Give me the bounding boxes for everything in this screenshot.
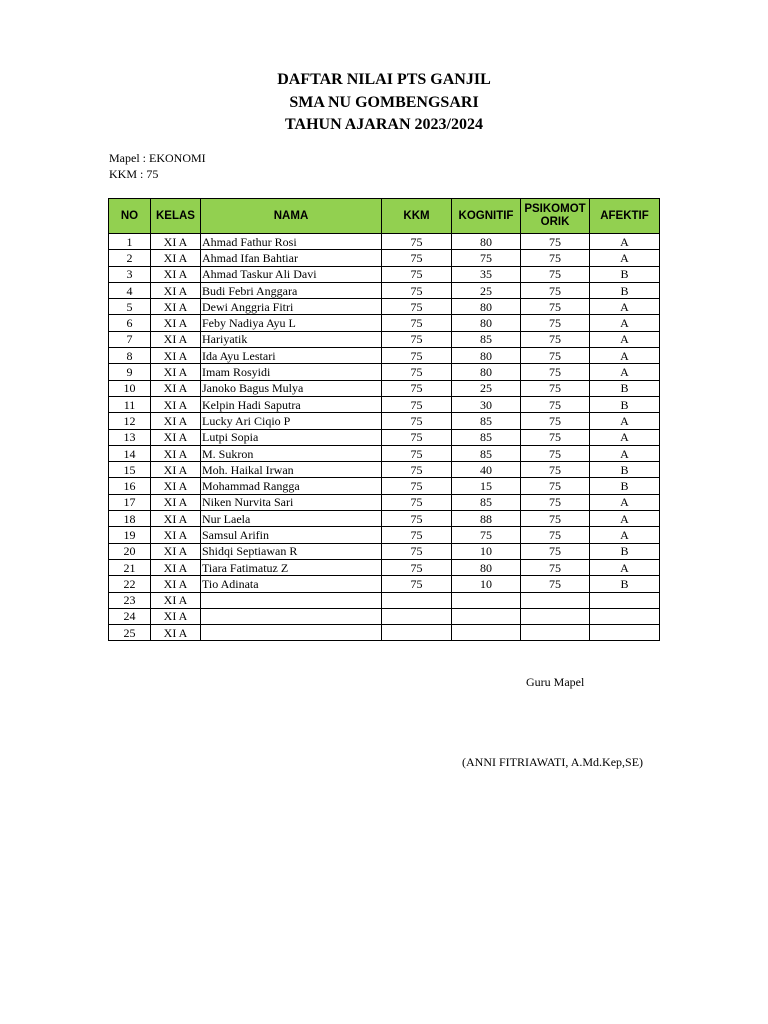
cell-nama: Nur Laela <box>201 511 382 527</box>
cell-psikomotorik: 75 <box>521 511 590 527</box>
table-row <box>109 299 660 315</box>
table-row <box>109 559 660 575</box>
cell-afektif <box>590 625 660 641</box>
cell-no: 5 <box>109 299 151 315</box>
cell-psikomotorik: 75 <box>521 331 590 347</box>
table-row <box>109 348 660 364</box>
cell-kkm: 75 <box>382 511 452 527</box>
cell-kognitif: 88 <box>452 511 521 527</box>
col-header-afektif: AFEKTIF <box>590 199 660 234</box>
cell-nama <box>201 592 382 608</box>
grades-table <box>108 198 660 641</box>
cell-afektif: A <box>590 348 660 364</box>
cell-kkm: 75 <box>382 413 452 429</box>
cell-afektif: A <box>590 234 660 250</box>
cell-no: 24 <box>109 608 151 624</box>
cell-nama: Moh. Haikal Irwan <box>201 462 382 478</box>
cell-afektif: A <box>590 250 660 266</box>
cell-kelas: XI A <box>151 413 201 429</box>
cell-kkm: 75 <box>382 429 452 445</box>
table-row <box>109 429 660 445</box>
cell-afektif: A <box>590 511 660 527</box>
cell-kkm: 75 <box>382 380 452 396</box>
cell-afektif <box>590 592 660 608</box>
cell-kognitif: 80 <box>452 315 521 331</box>
cell-no: 20 <box>109 543 151 559</box>
cell-nama: Kelpin Hadi Saputra <box>201 396 382 412</box>
cell-psikomotorik: 75 <box>521 266 590 282</box>
cell-psikomotorik: 75 <box>521 250 590 266</box>
cell-no: 16 <box>109 478 151 494</box>
cell-kelas: XI A <box>151 348 201 364</box>
cell-kognitif: 85 <box>452 494 521 510</box>
cell-kkm: 75 <box>382 250 452 266</box>
table-row <box>109 576 660 592</box>
cell-kognitif: 40 <box>452 462 521 478</box>
col-header-nama: NAMA <box>201 199 382 234</box>
cell-no: 19 <box>109 527 151 543</box>
cell-kelas: XI A <box>151 299 201 315</box>
cell-kelas: XI A <box>151 282 201 298</box>
table-row <box>109 234 660 250</box>
cell-kognitif: 75 <box>452 250 521 266</box>
cell-psikomotorik: 75 <box>521 234 590 250</box>
cell-afektif: A <box>590 429 660 445</box>
cell-nama: Imam Rosyidi <box>201 364 382 380</box>
table-row <box>109 543 660 559</box>
cell-nama: Budi Febri Anggara <box>201 282 382 298</box>
cell-psikomotorik: 75 <box>521 396 590 412</box>
cell-nama: Janoko Bagus Mulya <box>201 380 382 396</box>
cell-kelas: XI A <box>151 396 201 412</box>
cell-afektif <box>590 608 660 624</box>
school-name: SMA NU GOMBENGSARI <box>289 94 479 111</box>
cell-nama: Niken Nurvita Sari <box>201 494 382 510</box>
cell-kkm: 75 <box>382 559 452 575</box>
cell-kognitif: 10 <box>452 543 521 559</box>
cell-nama: Lucky Ari Ciqio P <box>201 413 382 429</box>
cell-nama: Tiara Fatimatuz Z <box>201 559 382 575</box>
signature-name: (ANNI FITRIAWATI, A.Md.Kep,SE) <box>462 755 644 769</box>
cell-no: 3 <box>109 266 151 282</box>
cell-nama <box>201 608 382 624</box>
cell-no: 9 <box>109 364 151 380</box>
cell-kognitif: 85 <box>452 429 521 445</box>
cell-kkm: 75 <box>382 299 452 315</box>
cell-no: 23 <box>109 592 151 608</box>
cell-no: 10 <box>109 380 151 396</box>
cell-nama: Tio Adinata <box>201 576 382 592</box>
cell-nama: Shidqi Septiawan R <box>201 543 382 559</box>
cell-afektif: B <box>590 266 660 282</box>
cell-psikomotorik: 75 <box>521 527 590 543</box>
cell-kkm: 75 <box>382 282 452 298</box>
cell-kelas: XI A <box>151 315 201 331</box>
cell-psikomotorik: 75 <box>521 576 590 592</box>
cell-no: 15 <box>109 462 151 478</box>
cell-psikomotorik: 75 <box>521 348 590 364</box>
cell-no: 2 <box>109 250 151 266</box>
table-row <box>109 413 660 429</box>
cell-kelas: XI A <box>151 576 201 592</box>
cell-nama: Dewi Anggria Fitri <box>201 299 382 315</box>
cell-kelas: XI A <box>151 494 201 510</box>
cell-psikomotorik: 75 <box>521 315 590 331</box>
cell-kkm: 75 <box>382 527 452 543</box>
signature-role: Guru Mapel <box>526 675 585 689</box>
cell-psikomotorik: 75 <box>521 478 590 494</box>
col-header-kkm: KKM <box>382 199 452 234</box>
cell-kognitif <box>452 608 521 624</box>
col-header-kelas: KELAS <box>151 199 201 234</box>
cell-nama: Samsul Arifin <box>201 527 382 543</box>
table-row <box>109 608 660 624</box>
cell-afektif: A <box>590 364 660 380</box>
cell-kognitif: 25 <box>452 282 521 298</box>
table-header-row <box>109 199 660 234</box>
cell-kelas: XI A <box>151 559 201 575</box>
cell-psikomotorik: 75 <box>521 445 590 461</box>
cell-nama: Ahmad Ifan Bahtiar <box>201 250 382 266</box>
cell-no: 7 <box>109 331 151 347</box>
table-row <box>109 266 660 282</box>
cell-psikomotorik: 75 <box>521 559 590 575</box>
cell-kognitif: 25 <box>452 380 521 396</box>
cell-kelas: XI A <box>151 511 201 527</box>
cell-kkm: 75 <box>382 396 452 412</box>
cell-afektif: B <box>590 478 660 494</box>
cell-kognitif: 85 <box>452 413 521 429</box>
cell-kognitif: 15 <box>452 478 521 494</box>
cell-kelas: XI A <box>151 543 201 559</box>
col-header-kognitif: KOGNITIF <box>452 199 521 234</box>
cell-no: 6 <box>109 315 151 331</box>
cell-kkm: 75 <box>382 331 452 347</box>
col-header-no: NO <box>109 199 151 234</box>
cell-kognitif: 80 <box>452 559 521 575</box>
table-row <box>109 527 660 543</box>
cell-afektif: A <box>590 315 660 331</box>
subject-label: Mapel : EKONOMI <box>109 151 206 165</box>
cell-no: 14 <box>109 445 151 461</box>
cell-kkm: 75 <box>382 234 452 250</box>
cell-kognitif: 30 <box>452 396 521 412</box>
cell-psikomotorik: 75 <box>521 364 590 380</box>
cell-kognitif: 35 <box>452 266 521 282</box>
cell-kelas: XI A <box>151 380 201 396</box>
cell-afektif: A <box>590 413 660 429</box>
cell-nama: Ida Ayu Lestari <box>201 348 382 364</box>
cell-kelas: XI A <box>151 462 201 478</box>
table-row <box>109 364 660 380</box>
cell-no: 18 <box>109 511 151 527</box>
cell-kognitif: 80 <box>452 299 521 315</box>
cell-psikomotorik: 75 <box>521 282 590 298</box>
cell-afektif: A <box>590 299 660 315</box>
table-row <box>109 478 660 494</box>
table-row <box>109 462 660 478</box>
cell-kkm: 75 <box>382 576 452 592</box>
table-row <box>109 282 660 298</box>
cell-psikomotorik: 75 <box>521 429 590 445</box>
cell-afektif: B <box>590 380 660 396</box>
cell-afektif: B <box>590 462 660 478</box>
table-row <box>109 592 660 608</box>
cell-nama: Ahmad Fathur Rosi <box>201 234 382 250</box>
cell-afektif: A <box>590 331 660 347</box>
cell-psikomotorik <box>521 625 590 641</box>
cell-nama: Feby Nadiya Ayu L <box>201 315 382 331</box>
cell-kkm: 75 <box>382 494 452 510</box>
cell-kkm: 75 <box>382 315 452 331</box>
cell-psikomotorik: 75 <box>521 413 590 429</box>
cell-kkm <box>382 608 452 624</box>
table-row <box>109 380 660 396</box>
cell-kkm: 75 <box>382 266 452 282</box>
cell-kelas: XI A <box>151 625 201 641</box>
cell-kelas: XI A <box>151 592 201 608</box>
cell-psikomotorik: 75 <box>521 380 590 396</box>
cell-afektif: A <box>590 559 660 575</box>
table-row <box>109 445 660 461</box>
cell-psikomotorik: 75 <box>521 462 590 478</box>
cell-nama: Ahmad Taskur Ali Davi <box>201 266 382 282</box>
table-row <box>109 315 660 331</box>
cell-no: 17 <box>109 494 151 510</box>
cell-psikomotorik: 75 <box>521 299 590 315</box>
cell-afektif: A <box>590 527 660 543</box>
table-row <box>109 511 660 527</box>
cell-nama <box>201 625 382 641</box>
cell-psikomotorik: 75 <box>521 494 590 510</box>
cell-no: 22 <box>109 576 151 592</box>
cell-kelas: XI A <box>151 527 201 543</box>
cell-kelas: XI A <box>151 364 201 380</box>
cell-kelas: XI A <box>151 266 201 282</box>
cell-nama: Hariyatik <box>201 331 382 347</box>
document-title: DAFTAR NILAI PTS GANJIL <box>277 71 491 88</box>
cell-kkm: 75 <box>382 478 452 494</box>
table-row <box>109 331 660 347</box>
cell-kkm: 75 <box>382 364 452 380</box>
cell-kognitif: 75 <box>452 527 521 543</box>
cell-no: 1 <box>109 234 151 250</box>
cell-nama: Mohammad Rangga <box>201 478 382 494</box>
cell-nama: M. Sukron <box>201 445 382 461</box>
cell-kelas: XI A <box>151 478 201 494</box>
cell-psikomotorik <box>521 592 590 608</box>
table-row <box>109 250 660 266</box>
cell-afektif: B <box>590 396 660 412</box>
cell-kelas: XI A <box>151 250 201 266</box>
cell-kognitif: 10 <box>452 576 521 592</box>
cell-kognitif <box>452 592 521 608</box>
cell-kkm: 75 <box>382 348 452 364</box>
cell-kelas: XI A <box>151 234 201 250</box>
table-row <box>109 396 660 412</box>
cell-kkm: 75 <box>382 462 452 478</box>
cell-kelas: XI A <box>151 608 201 624</box>
cell-afektif: B <box>590 576 660 592</box>
cell-kognitif: 80 <box>452 348 521 364</box>
cell-no: 13 <box>109 429 151 445</box>
cell-no: 25 <box>109 625 151 641</box>
cell-kelas: XI A <box>151 429 201 445</box>
col-header-psikomotorik <box>521 199 590 234</box>
table-row <box>109 494 660 510</box>
cell-kognitif: 80 <box>452 234 521 250</box>
cell-nama: Lutpi Sopia <box>201 429 382 445</box>
table-row <box>109 625 660 641</box>
cell-psikomotorik: 75 <box>521 543 590 559</box>
cell-afektif: A <box>590 445 660 461</box>
cell-no: 11 <box>109 396 151 412</box>
cell-afektif: B <box>590 282 660 298</box>
cell-kelas: XI A <box>151 331 201 347</box>
cell-no: 8 <box>109 348 151 364</box>
academic-year: TAHUN AJARAN 2023/2024 <box>285 116 483 133</box>
cell-kognitif <box>452 625 521 641</box>
cell-kkm <box>382 625 452 641</box>
cell-kognitif: 85 <box>452 445 521 461</box>
cell-no: 12 <box>109 413 151 429</box>
cell-kkm <box>382 592 452 608</box>
cell-afektif: A <box>590 494 660 510</box>
cell-kognitif: 80 <box>452 364 521 380</box>
cell-kkm: 75 <box>382 445 452 461</box>
kkm-label: KKM : 75 <box>109 167 159 181</box>
cell-kognitif: 85 <box>452 331 521 347</box>
col-header-psikomotorik-label: PSIKOMOTORIK <box>524 203 586 228</box>
cell-no: 4 <box>109 282 151 298</box>
cell-kkm: 75 <box>382 543 452 559</box>
cell-psikomotorik <box>521 608 590 624</box>
cell-no: 21 <box>109 559 151 575</box>
cell-afektif: B <box>590 543 660 559</box>
cell-kelas: XI A <box>151 445 201 461</box>
